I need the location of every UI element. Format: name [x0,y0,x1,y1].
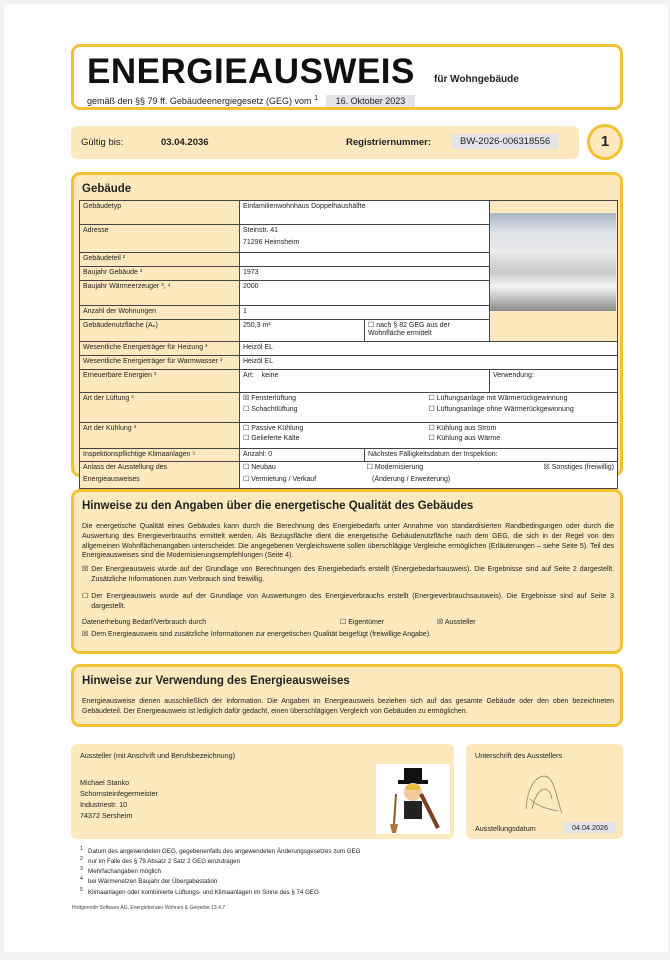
checkbox-icon[interactable]: ☐ [243,435,250,443]
usage-notes-section [71,664,623,727]
footnote [80,866,360,876]
software-credit: Hottgenroth Software AG, Energieberater Wohnen & Gewerbe 13.4.7 [72,905,226,911]
building-photo-cell [490,201,618,342]
option-owner[interactable] [340,618,384,628]
building-photo [490,213,616,311]
footnote-text: nur im Falle des § 79 Absatz 2 Satz 2 GEG einzutragen [88,858,241,866]
signature-label: Unterschrift des Ausstellers [475,751,563,760]
certificate-subtitle: für Wohngebäude [434,74,519,85]
option-other[interactable] [490,464,614,473]
chimney-sweep-logo [376,764,450,834]
registration-label: Registriernummer: [346,137,431,148]
option-label: (Änderung / Erweiterung) [372,476,451,483]
page-number-badge: 1 [587,124,623,160]
footnote-text: bei Wärmenetzen Baujahr der Übergabestation [88,878,218,886]
option-label: Kühlung aus Strom [436,424,497,432]
table-row [80,201,618,225]
row-value: Anzahl: 0 [240,448,365,462]
option-electric[interactable] [429,425,615,434]
option-label: Kühlung aus Wärme [436,435,501,443]
option-window[interactable] [243,395,429,404]
validity-bar [71,126,579,159]
footnote-text: Mehrfachangaben möglich [88,868,161,876]
renewable-usage: Verwendung: [490,369,618,392]
art-label: Art: [243,371,254,379]
row-label: Gebäudenutzfläche (Aₙ) [80,319,240,342]
art-value: keine [261,371,279,379]
data-collection-row [82,618,614,628]
option-label: Eigentümer [348,619,385,626]
issue-date: 04.04.2026 [564,822,616,833]
row-value: 250,3 m² [240,319,365,342]
option-label: Lüftungsanlage mit Wärmerückgewinnung [436,394,568,402]
option-no-heat-recovery[interactable] [429,406,615,415]
option-consumption[interactable] [82,592,614,612]
building-table [79,200,618,489]
checkbox-icon[interactable]: ☒ [243,394,250,402]
quality-intro: Die energetische Qualität eines Gebäudes kann durch die Berechnung des Energiebedarfs unter Annahme von standardisierten Randbedingungen oder durch die Auswertung des Energieverbrauchs ermittelt werden. Als Bezugsfläche dient die energetische Gebäudenutzfläche nach dem GEG, die sich in der Regel von den allgemeinen Wohnflächenangaben unterscheidet. Die angegebenen Vergleichswerte sollen überschlägige Vergleiche ermöglichen (Erläuterungen – siehe Seite 5). Teil des Energieausweises sind die Modernisierungsempfehlungen (Seite 4). [82,523,614,560]
footnote [80,887,360,897]
option-heat[interactable] [429,435,615,444]
row-label: Art der Kühlung ³ [80,422,240,448]
option-new[interactable] [243,464,367,473]
row-label: Baujahr Wärmeerzeuger ³, ⁴ [80,280,240,305]
checkbox-icon[interactable]: ☐ [340,619,347,626]
option-label: Gelieferte Kälte [251,435,300,443]
building-title: Gebäude [82,183,132,195]
table-row [80,369,618,392]
issuer-street: Industriestr. 10 [80,800,128,810]
option-text: Der Energieausweis wurde auf der Grundlage von Berechnungen des Energiebedarfs erstellt (Energiebedarfsausweis). Die Ergebnisse sind auf Seite 2 dargestellt. Zusätzliche Informationen zum Verbrauch sind freiwillig. [91,566,614,583]
option-label: Passive Kühlung [251,424,304,432]
label-line: Anlass der Ausstellung des [83,464,168,472]
row-value: 1 [240,305,490,319]
footnote-number: 5 [80,886,83,893]
table-row [80,422,618,448]
option-label: Fensterlüftung [251,394,296,402]
issuer-city: 74372 Sersheim [80,811,133,821]
row-value: Heizöl EL [240,342,618,356]
table-row [80,342,618,356]
option-label: Neubau [251,464,276,472]
option-heat-recovery[interactable] [429,395,615,404]
option-label: Sonstiges (freiwillig) [551,464,615,472]
option-text: Der Energieausweis wurde auf der Grundlage von Auswertungen des Energieverbrauchs erstellt (Energieverbrauchsausweis). Die Ergebnisse sind auf Seite 3 dargestellt. [91,593,614,610]
checkbox-icon[interactable]: ☐ [243,406,250,414]
footnote-ref: 1 [313,93,319,102]
footnote-text: Klimaanlagen oder kombinierte Lüftungs- und Klimaanlagen im Sinne des § 74 GEG [88,888,319,896]
address-street: Steinstr. 41 [243,227,279,234]
checkbox-icon[interactable]: ☐ [366,464,373,472]
option-text: Dem Energieausweis sind zusätzliche Informationen zur energetischen Qualität beigefügt (freiwillige Angabe). [91,631,431,638]
row-label: Erneuerbare Energien ³ [80,369,240,392]
table-row [80,448,618,462]
option-label: Schachtlüftung [251,406,298,414]
issue-date-label: Ausstellungsdatum [475,824,536,833]
checkbox-icon[interactable]: ☐ [428,424,435,432]
footnote-number: 2 [80,856,83,863]
row-label: Baujahr Gebäude ³ [80,266,240,280]
option-modernisation[interactable] [367,464,491,473]
row-label: Anzahl der Wohnungen [80,305,240,319]
ventilation-options [240,392,618,422]
option-label: nach § 82 GEG aus der Wohnfläche ermittelt [368,321,450,338]
table-row [80,462,618,489]
row-label: Adresse [80,225,240,253]
row-label: Art der Lüftung ³ [80,392,240,422]
checkbox-icon[interactable]: ☒ [543,464,550,472]
option-label: Modernisierung [374,464,424,472]
checkbox-icon[interactable]: ☒ [82,566,89,573]
energy-certificate-page [4,4,668,952]
row-value [240,253,490,267]
row-label: Inspektionspflichtige Klimaanlagen ⁵ [80,448,240,462]
option-additional-info[interactable] [82,630,614,640]
option-passive[interactable] [243,425,429,434]
row-value: Einfamilienwohnhaus Doppelhaushälfte [240,201,490,225]
option-shaft[interactable] [243,406,429,415]
row-label: Gebäudeteil ² [80,253,240,267]
checkbox-icon[interactable]: ☐ [428,406,435,414]
certificate-header [71,44,623,110]
row-value: Heizöl EL [240,355,618,369]
cooling-options [240,422,618,448]
option-label: Lüftungsanlage ohne Wärmerückgewinnung [436,406,574,414]
signature-box [466,744,623,839]
checkbox-icon[interactable]: ☐ [243,424,250,432]
data-collection-label: Datenerhebung Bedarf/Verbrauch durch [82,619,207,626]
valid-until-date: 03.04.2036 [161,137,209,148]
option-rent-sale[interactable] [243,476,364,485]
usage-notes-title: Hinweise zur Verwendung des Energieausweises [82,675,350,687]
checkbox-icon[interactable]: ☐ [428,435,435,443]
option-label: Aussteller [444,619,476,626]
checkbox-icon[interactable]: ☒ [82,631,89,638]
option-delivered[interactable] [243,435,429,444]
footnote-number: 1 [80,846,83,852]
footnote-number: 4 [80,876,83,883]
footnotes [80,846,360,897]
building-section [71,172,623,483]
option-demand[interactable] [82,565,614,585]
law-date: 16. Oktober 2023 [326,95,416,107]
option-issuer[interactable] [437,618,476,628]
reason-options [240,462,618,489]
row-label: Gebäudetyp [80,201,240,225]
usage-text: Energieausweise dienen ausschließlich der Information. Die Angaben im Energieausweis beziehen sich auf das gesamte Gebäude oder den oben bezeichneten Gebäudeteil. Der Energieausweis ist lediglich dafür gedacht, einen überschlägigen Vergleich von Gebäuden zu ermöglichen. [82,698,614,715]
checkbox-icon[interactable]: ☐ [82,593,89,600]
address-city: 71296 Heimsheim [243,238,300,246]
signature-image [518,769,568,817]
law-text: gemäß den §§ 79 ff. Gebäudeenergiegesetz (GEG) vom [87,96,312,106]
row-value [240,225,490,253]
label-line: Energieausweises [83,476,140,483]
row-label: Wesentliche Energieträger für Heizung ³ [80,342,240,356]
footnote-number: 3 [80,866,83,873]
checkbox-icon[interactable]: ☐ [368,321,375,329]
renewable-type [240,369,490,392]
row-value: 2000 [240,280,490,305]
footnote [80,846,360,856]
checkbox-icon[interactable]: ☒ [437,619,444,626]
quality-notes-title: Hinweise zu den Angaben über die energetische Qualität des Gebäudes [82,500,474,512]
certificate-title: ENERGIEAUSWEIS [87,52,415,91]
footnote [80,876,360,886]
issuer-job: Schornsteinfegermeister [80,789,158,799]
law-reference [87,93,415,107]
issuer-label: Aussteller (mit Anschrift und Berufsbezeichnung) [80,751,236,760]
checkbox-icon[interactable]: ☐ [243,464,250,472]
valid-until-label: Gültig bis: [81,137,124,148]
area-option [365,319,490,342]
option-label: Vermietung / Verkauf [251,476,317,483]
row-label: Wesentliche Energieträger für Warmwasser ³ [80,355,240,369]
table-row [80,355,618,369]
checkbox-icon[interactable]: ☐ [243,476,250,483]
table-row [80,392,618,422]
registration-number: BW-2026-006318556 [452,134,558,149]
quality-notes-section [71,489,623,654]
issuer-address [80,777,158,822]
row-value: 1973 [240,266,490,280]
issuer-box [71,744,454,839]
footnote [80,856,360,866]
row-label [80,462,240,489]
footnote-text: Datum des angewendeten GEG, gegebenenfalls des angewendeten Änderungsgesetzes zum GEG [88,848,361,856]
checkbox-icon[interactable]: ☐ [428,394,435,402]
issuer-name: Michael Stanko [80,778,130,787]
inspection-date: Nächstes Fälligkeitsdatum der Inspektion: [365,448,618,462]
